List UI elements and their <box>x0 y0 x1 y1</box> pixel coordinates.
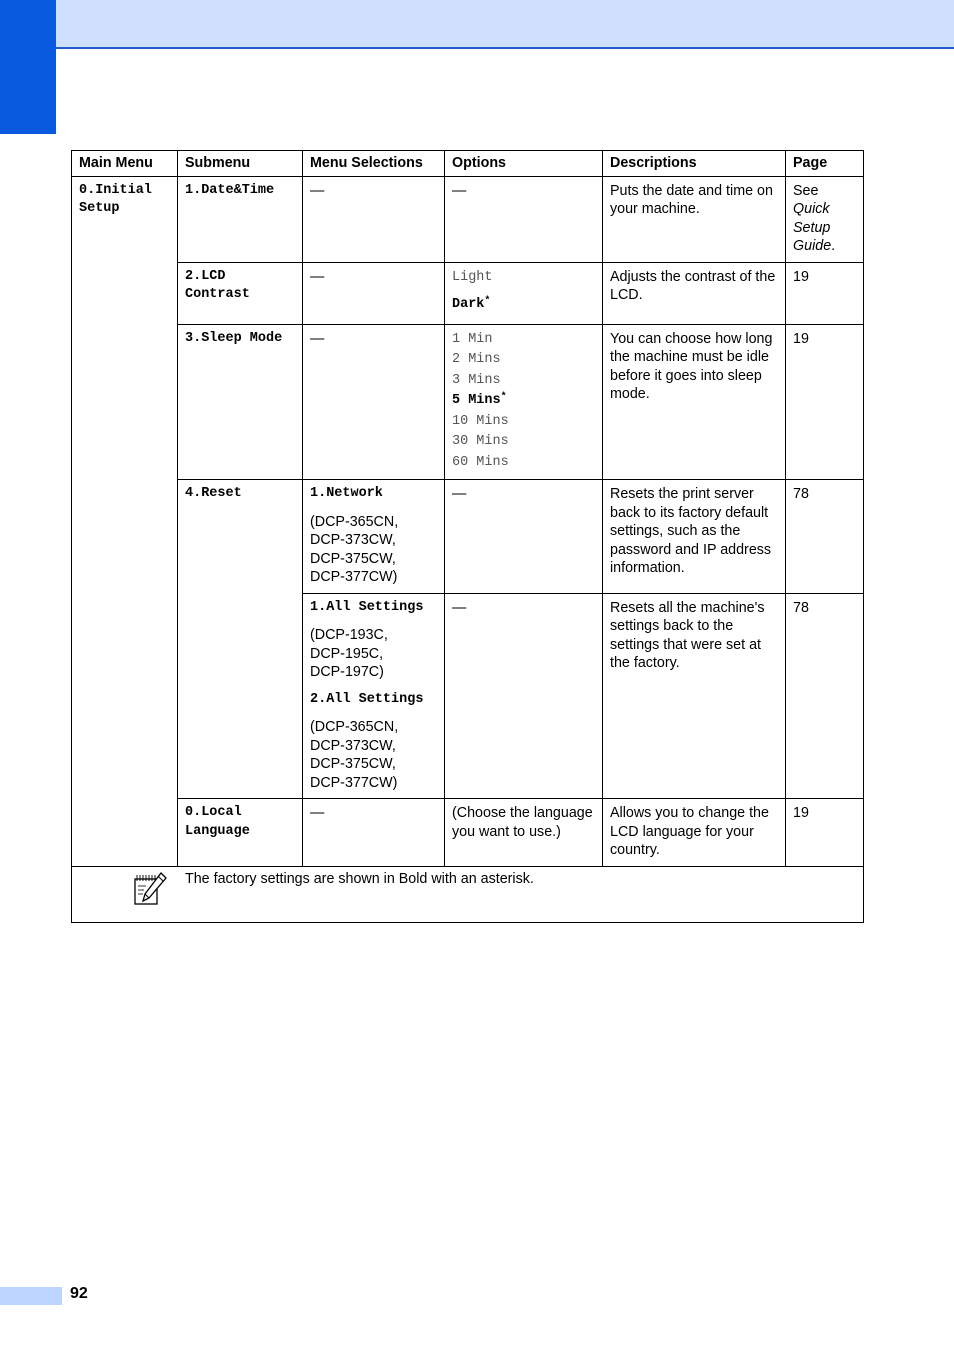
selection-cell: — <box>303 176 445 262</box>
default-asterisk: * <box>484 295 491 307</box>
note-cell <box>72 866 864 922</box>
col-menu-selections: Menu Selections <box>303 151 445 177</box>
submenu-cell: 2.LCD Contrast <box>178 262 303 324</box>
selection-label: 1.All Settings <box>310 599 424 615</box>
submenu-cell: 3.Sleep Mode <box>178 324 303 480</box>
table-row <box>72 324 864 480</box>
option-item: 2 Mins <box>452 352 501 367</box>
option-default: 5 Mins <box>452 393 501 408</box>
model-line: DCP-195C, <box>310 645 384 662</box>
page-number: 92 <box>70 1285 88 1302</box>
page-cell: 19 <box>786 262 864 324</box>
description-cell: Resets all the machine's settings back to the settings that were set at the factory. <box>603 593 786 799</box>
main-menu-line: Setup <box>79 201 120 216</box>
options-cell: — <box>445 176 603 262</box>
model-line: DCP-373CW, <box>310 737 396 754</box>
model-line: (DCP-365CN, <box>310 719 399 735</box>
default-asterisk: * <box>500 392 507 403</box>
model-line: DCP-375CW, <box>310 550 396 567</box>
col-submenu: Submenu <box>178 151 303 177</box>
description-cell: You can choose how long the machine must be idle before it goes into sleep mode. <box>603 324 786 480</box>
submenu-line: 0.Local <box>185 805 242 820</box>
option-item: 60 Mins <box>452 454 509 470</box>
submenu-cell <box>178 799 303 867</box>
option-item: 1 Min <box>452 331 493 347</box>
page-cell <box>786 176 864 262</box>
selection-cell: — <box>303 324 445 480</box>
col-main-menu: Main Menu <box>72 151 178 177</box>
header-row <box>72 151 864 177</box>
options-cell: (Choose the language you want to use.) <box>445 799 603 867</box>
description-cell: Adjusts the contrast of the LCD. <box>603 262 786 324</box>
note-text: The factory settings are shown in Bold with an asterisk. <box>185 870 534 887</box>
description-cell: Resets the print server back to its factory default settings, such as the password and IP address information. <box>603 480 786 594</box>
menu-table <box>71 150 864 923</box>
selection-cell: — <box>303 799 445 867</box>
selection-label: 2.All Settings <box>310 691 424 707</box>
guide-ref: Guide <box>793 238 832 254</box>
selection-label: 1.Network <box>310 486 383 501</box>
options-cell <box>445 262 603 324</box>
model-line: DCP-377CW) <box>310 569 398 585</box>
page-cell: 78 <box>786 593 864 799</box>
options-cell: — <box>445 593 603 799</box>
option-item: 30 Mins <box>452 434 509 449</box>
page-cell: 19 <box>786 799 864 867</box>
page-see: See <box>793 182 819 199</box>
model-line: DCP-373CW, <box>310 532 396 548</box>
option-item: 3 Mins <box>452 372 501 388</box>
option-item: Light <box>452 269 493 285</box>
note-row <box>72 866 864 922</box>
page-footer-band <box>0 1287 62 1305</box>
main-menu-line: 0.Initial <box>79 182 152 198</box>
table-row <box>72 480 864 594</box>
col-page: Page <box>786 151 864 177</box>
description-cell: Allows you to change the LCD language for your country. <box>603 799 786 867</box>
description-cell: Puts the date and time on your machine. <box>603 176 786 262</box>
option-item: 10 Mins <box>452 413 509 429</box>
option-default: Dark <box>452 296 485 312</box>
options-cell: — <box>445 480 603 594</box>
model-line: DCP-197C) <box>310 664 384 680</box>
main-menu-cell <box>72 176 178 866</box>
guide-ref: Quick <box>793 201 830 217</box>
selection-cell <box>303 480 445 594</box>
table-row <box>72 262 864 324</box>
page-cell: 19 <box>786 324 864 480</box>
model-line: DCP-377CW) <box>310 774 398 791</box>
guide-ref: Setup <box>793 219 831 236</box>
selection-cell <box>303 593 445 799</box>
guide-dot: . <box>831 238 836 254</box>
submenu-cell: 4.Reset <box>178 480 303 799</box>
page-cell: 78 <box>786 480 864 594</box>
col-descriptions: Descriptions <box>603 151 786 177</box>
model-line: DCP-375CW, <box>310 756 396 772</box>
col-options: Options <box>445 151 603 177</box>
table-row <box>72 176 864 262</box>
note-pencil-icon <box>132 871 168 907</box>
submenu-cell: 1.Date&Time <box>178 176 303 262</box>
header-band <box>0 0 954 49</box>
table-row <box>72 799 864 867</box>
model-line: (DCP-193C, <box>310 627 388 643</box>
submenu-line: Language <box>185 823 250 839</box>
selection-cell: — <box>303 262 445 324</box>
chapter-tab <box>0 0 56 134</box>
model-line: (DCP-365CN, <box>310 513 399 530</box>
options-cell <box>445 324 603 480</box>
